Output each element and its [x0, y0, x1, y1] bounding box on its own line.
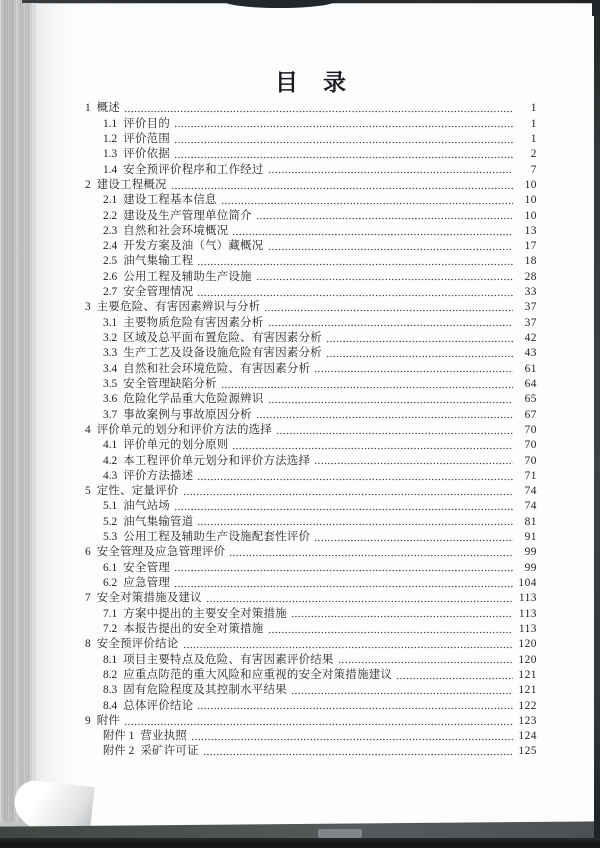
toc-entry-page: 64	[524, 377, 537, 390]
dot-leader	[183, 484, 513, 498]
toc-entry-title: 总体评价结论	[123, 699, 194, 712]
toc-entry-title: 方案中提出的主要安全对策措施	[123, 607, 287, 620]
dot-leader	[197, 515, 513, 529]
toc-entry	[85, 360, 537, 375]
toc-entry	[85, 636, 537, 651]
toc-entry-page: 70	[524, 454, 537, 467]
toc-entry-title: 应急管理	[123, 577, 171, 589]
toc-entry	[85, 268, 537, 283]
toc-entry	[85, 498, 537, 513]
toc-entry	[85, 529, 537, 544]
toc-entry-number: 7	[85, 592, 91, 605]
toc-entry-title: 事故案例与事故原因分析	[123, 408, 252, 421]
dot-leader	[326, 346, 513, 360]
toc-entry-number: 附件 2	[103, 745, 135, 758]
toc-entry-page: 120	[518, 638, 537, 651]
toc-entry-title: 安全对策措施及建议	[96, 592, 202, 605]
scan-shadow-top-corner	[592, 0, 600, 16]
toc-entry-title: 公用工程及辅助生产设施	[123, 270, 252, 283]
dot-leader	[174, 147, 513, 161]
dot-leader	[197, 699, 513, 713]
toc-entry-number: 4.3	[103, 469, 118, 482]
dot-leader	[291, 607, 513, 621]
dot-leader	[174, 499, 513, 513]
toc-entry-page: 99	[524, 546, 537, 559]
toc-entry-page: 123	[518, 714, 537, 727]
toc-entry-number: 7.1	[103, 607, 118, 620]
dot-leader	[314, 362, 513, 376]
scan-edge-bottom	[0, 838, 600, 848]
toc-entry-number: 6	[85, 546, 91, 559]
toc-entry-number: 4.1	[103, 439, 118, 452]
toc-entry-title: 危险化学品重大危险源辨识	[123, 393, 264, 406]
dot-leader	[264, 300, 513, 314]
toc-entry	[85, 207, 537, 222]
toc-entry-title: 油气集输管道	[123, 515, 194, 528]
toc-entry	[85, 575, 537, 590]
dot-leader	[338, 653, 513, 667]
toc-entry-page: 91	[524, 531, 537, 544]
toc-entry-page: 7	[530, 163, 537, 176]
toc-entry-title: 建设工程概况	[96, 178, 167, 191]
toc-entry	[85, 406, 537, 421]
dot-leader	[268, 392, 513, 406]
toc-entry-title: 评价方法描述	[123, 469, 194, 482]
toc-entry-number: 5.2	[103, 515, 118, 528]
dot-leader	[326, 331, 513, 345]
toc-entry-title: 安全预评价结论	[96, 638, 179, 651]
dot-leader	[268, 316, 513, 330]
dot-leader	[206, 591, 513, 605]
toc-entry	[85, 468, 537, 483]
toc-entry-page: 37	[524, 316, 537, 329]
toc-entry	[85, 100, 537, 115]
dot-leader	[171, 178, 513, 192]
toc-entry-title: 采矿许可证	[140, 745, 199, 758]
dot-leader	[124, 714, 513, 728]
toc-entry	[85, 590, 537, 605]
dot-leader	[256, 408, 513, 422]
toc-entry-number: 2.6	[103, 270, 118, 283]
toc-entry	[85, 697, 537, 712]
toc-entry	[85, 513, 537, 528]
toc-entry	[85, 437, 537, 452]
toc-entry-number: 2.4	[103, 240, 118, 253]
toc-entry-title: 评价依据	[123, 148, 171, 161]
toc-entry	[85, 544, 537, 559]
toc-entry	[85, 483, 537, 498]
dot-leader	[396, 668, 513, 682]
scan-shadow-right	[594, 0, 600, 848]
toc-entry	[85, 559, 537, 574]
toc-entry-number: 8.1	[103, 653, 118, 666]
toc-entry	[85, 452, 537, 467]
dot-leader	[291, 683, 513, 697]
toc-entry-number: 4	[85, 423, 91, 436]
toc-entry-title: 评价单元的划分和评价方法的选择	[96, 423, 273, 436]
toc-entry-page: 2	[530, 148, 537, 161]
toc-entry-number: 3.5	[103, 377, 118, 390]
toc-entry-page: 42	[524, 332, 537, 344]
toc-entry-number: 9	[85, 714, 91, 727]
toc-entry-title: 安全管理及应急管理评价	[96, 546, 226, 559]
toc-entry	[85, 605, 537, 620]
scan-bottom-highlight	[318, 829, 362, 838]
toc-entry-number: 5.1	[103, 500, 118, 513]
toc-entry	[85, 330, 537, 345]
toc-entry-title: 自然和社会环境概况	[123, 224, 229, 237]
toc-entry-title: 主要危险、有害因素辨识与分析	[96, 301, 261, 314]
toc-entry-number: 2.3	[103, 224, 118, 237]
toc-content	[85, 69, 537, 758]
toc-entry-page: 121	[518, 668, 537, 681]
toc-entry-title: 附件	[96, 714, 121, 727]
dot-leader	[256, 209, 513, 223]
toc-entry-number: 1.4	[103, 163, 118, 176]
page-title: 目 录	[275, 70, 347, 95]
toc-entry-title: 安全预评价程序和工作经过	[123, 163, 264, 176]
dot-leader	[232, 438, 513, 452]
toc-entry-title: 评价范围	[123, 132, 171, 145]
dot-leader	[197, 469, 513, 483]
toc-entry-number: 5.3	[103, 531, 118, 544]
toc-entry	[85, 223, 537, 238]
toc-entry-title: 评价目的	[123, 117, 171, 130]
toc-entry-page: 33	[524, 286, 537, 299]
toc-entry-title: 固有危险程度及其控制水平结果	[123, 684, 287, 697]
toc-entry-number: 4.2	[103, 454, 118, 467]
toc-entry	[85, 177, 537, 192]
toc-entry-title: 本报告提出的安全对策措施	[123, 622, 264, 635]
toc-entry-page: 1	[530, 132, 537, 145]
dot-leader	[221, 193, 513, 207]
dot-leader	[191, 729, 513, 743]
toc-entry	[85, 314, 537, 329]
toc-entry	[85, 299, 537, 314]
toc-entry	[85, 238, 537, 253]
toc-entry-title: 本工程评价单元划分和评价方法选择	[123, 454, 311, 467]
toc-entry-number: 2	[85, 178, 91, 191]
toc-entry-title: 公用工程及辅助生产设施配套性评价	[123, 531, 311, 544]
toc-entry-number: 2.2	[103, 209, 118, 222]
toc-entry-number: 5	[85, 485, 91, 498]
toc-entry-number: 3.2	[103, 332, 118, 344]
dot-leader	[174, 117, 513, 131]
toc-entry-page: 120	[518, 653, 537, 666]
dot-leader	[197, 254, 513, 268]
toc-entry	[85, 115, 537, 130]
toc-entry-title: 项目主要特点及危险、有害因素评价结果	[123, 653, 334, 666]
dot-leader	[256, 270, 513, 284]
toc-entry-page: 113	[518, 607, 537, 620]
dot-leader	[174, 132, 513, 146]
toc-entry-number: 6.1	[103, 561, 118, 574]
dot-leader	[268, 239, 513, 253]
toc-entry	[85, 743, 537, 758]
toc-entry-title: 营业执照	[140, 730, 188, 743]
toc-entry-page: 43	[524, 347, 537, 360]
toc-entry	[85, 345, 537, 360]
toc-entry-title: 评价单元的划分原则	[123, 439, 229, 452]
toc-entry-page: 124	[518, 730, 537, 743]
dot-leader	[276, 423, 513, 437]
dot-leader	[232, 224, 513, 238]
toc-entry-number: 7.2	[103, 622, 118, 635]
toc-entry-page: 18	[524, 255, 537, 268]
toc-entry-page: 37	[524, 301, 537, 314]
toc-entry	[85, 651, 537, 666]
toc-entry-page: 10	[524, 194, 537, 207]
toc-entry-page: 122	[518, 699, 537, 712]
toc-entry-page: 28	[524, 270, 537, 283]
toc-entry-number: 3.6	[103, 393, 118, 406]
toc-entry-title: 自然和社会环境危险、有害因素分析	[123, 362, 311, 375]
toc-entry-number: 2.5	[103, 255, 118, 268]
toc-entry-title: 建设工程基本信息	[123, 194, 217, 207]
toc-entry-title: 安全管理	[123, 561, 171, 574]
toc-entry-title: 概述	[96, 102, 121, 115]
dot-leader	[229, 545, 513, 559]
toc-entry-title: 安全管理情况	[123, 286, 194, 299]
dot-leader	[268, 163, 513, 177]
toc-entry-number: 3.3	[103, 347, 118, 360]
dot-leader	[174, 561, 513, 575]
toc-entry-title: 主要物质危险有害因素分析	[123, 316, 264, 329]
dot-leader	[203, 744, 513, 758]
toc-entry-title: 应重点防范的重大风险和应重视的安全对策措施建议	[123, 668, 393, 681]
toc-entry-title: 建设及生产管理单位简介	[123, 209, 252, 222]
toc-entry-number: 1.2	[103, 132, 118, 145]
toc-entry-number: 3.7	[103, 408, 118, 421]
toc-entry-page: 70	[524, 439, 537, 452]
toc-entry-page: 121	[518, 684, 537, 697]
toc-entry-page: 113	[518, 592, 537, 605]
toc-entry	[85, 253, 537, 268]
dot-leader	[183, 637, 513, 651]
toc-entry-number: 3.4	[103, 362, 118, 375]
book-page-stack-edge	[0, 0, 38, 822]
toc-entry	[85, 682, 537, 697]
toc-entry-number: 2.7	[103, 286, 118, 299]
toc-entry	[85, 621, 537, 636]
dot-leader	[221, 377, 513, 391]
toc-entry-title: 区域及总平面布置危险、有害因素分析	[123, 332, 322, 344]
toc-entry-number: 2.1	[103, 194, 118, 207]
toc-entry-page: 125	[518, 745, 537, 758]
toc-entry-number: 8.2	[103, 668, 118, 681]
toc-entry-title: 安全管理缺陷分析	[123, 377, 217, 390]
toc-entry-page: 67	[524, 408, 537, 421]
toc-entry-number: 1	[85, 102, 91, 115]
toc-entry	[85, 284, 537, 299]
toc-entry-title: 开发方案及油（气）藏概况	[123, 240, 264, 253]
dot-leader	[197, 285, 513, 299]
toc-entry-page: 71	[524, 469, 537, 482]
toc-entry	[85, 667, 537, 682]
toc-entry-page: 61	[524, 362, 537, 375]
toc-entry-number: 6.2	[103, 577, 118, 589]
toc-entry	[85, 161, 537, 176]
toc-list	[85, 100, 537, 758]
toc-entry	[85, 728, 537, 743]
toc-entry-title: 油气集输工程	[123, 255, 194, 268]
toc-entry-page: 13	[524, 224, 537, 237]
toc-entry-title: 定性、定量评价	[96, 485, 179, 498]
dot-leader	[268, 622, 513, 636]
toc-entry-number: 8.3	[103, 684, 118, 697]
toc-entry-number: 8	[85, 638, 91, 651]
toc-entry-page: 1	[530, 102, 537, 115]
toc-entry-number: 1.1	[103, 117, 118, 130]
toc-entry-page: 99	[524, 561, 537, 574]
toc-entry-page: 104	[518, 577, 537, 589]
toc-entry-page: 65	[524, 393, 537, 406]
toc-entry	[85, 713, 537, 728]
toc-entry-title: 油气站场	[123, 500, 171, 513]
toc-entry	[85, 422, 537, 437]
dot-leader	[174, 576, 513, 590]
toc-entry-page: 70	[524, 423, 537, 436]
toc-entry-page: 74	[524, 500, 537, 513]
dot-leader	[314, 530, 513, 544]
toc-entry-page: 17	[524, 240, 537, 253]
dot-leader	[314, 454, 513, 468]
toc-entry	[85, 192, 537, 207]
dot-leader	[124, 101, 513, 115]
toc-entry-title: 生产工艺及设备设施危险有害因素分析	[123, 347, 322, 360]
toc-entry-page: 81	[524, 515, 537, 528]
toc-entry-number: 附件 1	[103, 730, 135, 743]
toc-entry-page: 10	[524, 209, 537, 222]
toc-entry-number: 3.1	[103, 316, 118, 329]
toc-entry-number: 3	[85, 301, 91, 314]
toc-entry	[85, 146, 537, 161]
toc-entry	[85, 391, 537, 406]
toc-entry-page: 74	[524, 485, 537, 498]
toc-entry-number: 8.4	[103, 699, 118, 712]
toc-entry	[85, 376, 537, 391]
toc-entry-page: 10	[524, 178, 537, 191]
toc-entry-page: 1	[530, 117, 537, 130]
toc-entry	[85, 131, 537, 146]
toc-entry-number: 1.3	[103, 148, 118, 161]
toc-entry-page: 113	[518, 622, 537, 635]
